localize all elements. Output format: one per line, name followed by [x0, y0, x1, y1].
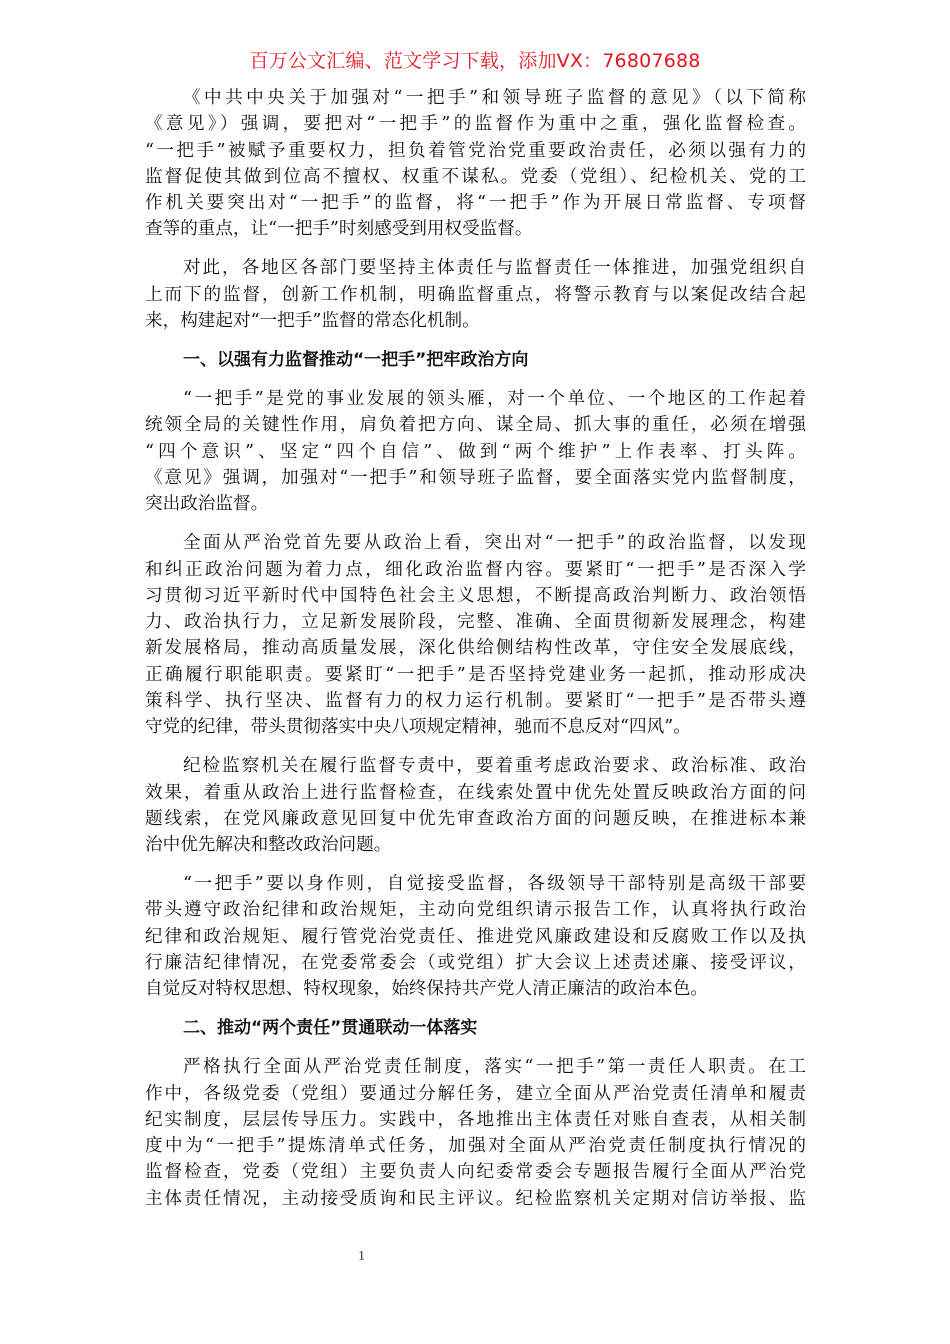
text-line: 和纠正政治问题为着力点，细化政治监督内容。要紧盯“一把手”是否深入学 — [145, 559, 806, 580]
text-line: 题线索，在党风廉政意见回复中优先审查政治方面的问题反映，在推进标本兼 — [145, 808, 806, 829]
text-line: 作机关要突出对“一把手”的监督，将“一把手”作为开展日常监督、专项督 — [145, 193, 806, 214]
text-line: 作中，各级党委（党组）要通过分解任务，建立全面从严治党责任清单和履责 — [145, 1083, 806, 1104]
text-line: 全面从严治党首先要从政治上看，突出对“一把手”的政治监督，以发现 — [183, 533, 806, 554]
paragraph — [145, 255, 806, 334]
text-line: 统领全局的关键性作用，肩负着把方向、谋全局、抓大事的重任，必须在增强 — [145, 415, 806, 436]
text-line: 自觉反对特权思想、特权现象，始终保持共产党人清正廉洁的政治本色。 — [145, 979, 709, 1000]
text-line: 查等的重点，让“一把手”时刻感受到用权受监督。 — [145, 219, 533, 240]
paragraph — [145, 530, 806, 740]
text-line: 纪律和政治规矩、履行管党治党责任、推进党风廉政建设和反腐败工作以及执 — [145, 926, 806, 947]
text-line: 新发展格局，推动高质量发展，深化供给侧结构性改革，守住安全发展底线， — [145, 638, 806, 659]
text-line: 守党的纪律，带头贯彻落实中央八项规定精神，驰而不息反对“四风”。 — [145, 717, 691, 738]
text-line: 上而下的监督，创新工作机制，明确监督重点，将警示教育与以案促改结合起 — [145, 284, 806, 305]
text-line: 正确履行职能职责。要紧盯“一把手”是否坚持党建业务一起抓，推动形成决 — [145, 664, 806, 685]
text-line: 二、推动“两个责任”贯通联动一体落实 — [183, 1018, 478, 1039]
text-line: “一把手”是党的事业发展的领头雁，对一个单位、一个地区的工作起着 — [183, 389, 806, 410]
text-line: 《意见》）强调，要把对“一把手”的监督作为重中之重，强化监督检查。 — [145, 114, 806, 135]
text-line: 来，构建起对“一把手”监督的常态化机制。 — [145, 311, 480, 332]
watermark-banner: 百万公文汇编、范文学习下载，添加VX：76807688 — [249, 50, 701, 72]
text-line: 《中共中央关于加强对“一把手”和领导班子监督的意见》（以下简称 — [183, 88, 806, 108]
text-line: 《意见》强调，加强对“一把手”和领导班子监督，要全面落实党内监督制度， — [145, 467, 806, 488]
text-line: 监督促使其做到位高不擅权、权重不谋私。党委（党组）、纪检机关、党的工 — [145, 166, 806, 187]
text-line: 纪实制度，层层传导压力。实践中，各地推出主体责任对账自查表，从相关制 — [145, 1109, 806, 1130]
text-line: “四个意识”、坚定“四个自信”、做到“两个维护”上作表率、打头阵。 — [145, 441, 806, 462]
text-line: 力、政治执行力，立足新发展阶段，完整、准确、全面贯彻新发展理念，构建 — [145, 612, 806, 633]
text-line: 带头遵守政治纪律和政治规矩，主动向党组织请示报告工作，认真将执行政治 — [145, 900, 806, 921]
section-heading — [145, 347, 806, 373]
section-heading — [145, 1015, 806, 1041]
text-line: 纪检监察机关在履行监督专责中，要着重考虑政治要求、政治标准、政治 — [183, 756, 806, 777]
text-line: 对此，各地区各部门要坚持主体责任与监督责任一体推进，加强党组织自 — [183, 258, 806, 279]
text-line: 治中优先解决和整改政治问题。 — [145, 835, 392, 856]
text-line: 主体责任情况，主动接受质询和民主评议。纪检监察机关定期对信访举报、监 — [145, 1188, 806, 1209]
text-line: 监督检查，党委（党组）主要负责人向纪委常委会专题报告履行全面从严治党 — [145, 1162, 806, 1183]
text-line: 效果，着重从政治上进行监督检查，在线索处置中优先处置反映政治方面的问 — [145, 782, 806, 803]
paragraph — [145, 753, 806, 858]
text-line: 策科学、执行坚决、监督有力的权力运行机制。要紧盯“一把手”是否带头遵 — [145, 690, 806, 711]
paragraph — [145, 871, 806, 1002]
text-line: 度中为“一把手”提炼清单式任务，加强对全面从严治党责任制度执行情况的 — [145, 1136, 806, 1157]
text-line: 一、以强有力监督推动“一把手”把牢政治方向 — [183, 350, 529, 371]
text-line: 行廉洁纪律情况，在党委常委会（或党组）扩大会议上述责述廉、接受评议， — [145, 953, 806, 974]
text-line: 严格执行全面从严治党责任制度，落实“一把手”第一责任人职责。在工 — [183, 1057, 806, 1078]
paragraph — [145, 85, 806, 243]
page-number: 1 — [358, 1249, 365, 1264]
paragraph — [145, 1054, 806, 1212]
document-body — [145, 85, 806, 1225]
text-line: 突出政治监督。 — [145, 494, 269, 515]
paragraph — [145, 386, 806, 517]
text-line: “一把手”要以身作则，自觉接受监督，各级领导干部特别是高级干部要 — [183, 874, 806, 895]
text-line: “一把手”被赋予重要权力，担负着管党治党重要政治责任，必须以强有力的 — [145, 140, 806, 161]
text-line: 习贯彻习近平新时代中国特色社会主义思想，不断提高政治判断力、政治领悟 — [145, 585, 806, 606]
